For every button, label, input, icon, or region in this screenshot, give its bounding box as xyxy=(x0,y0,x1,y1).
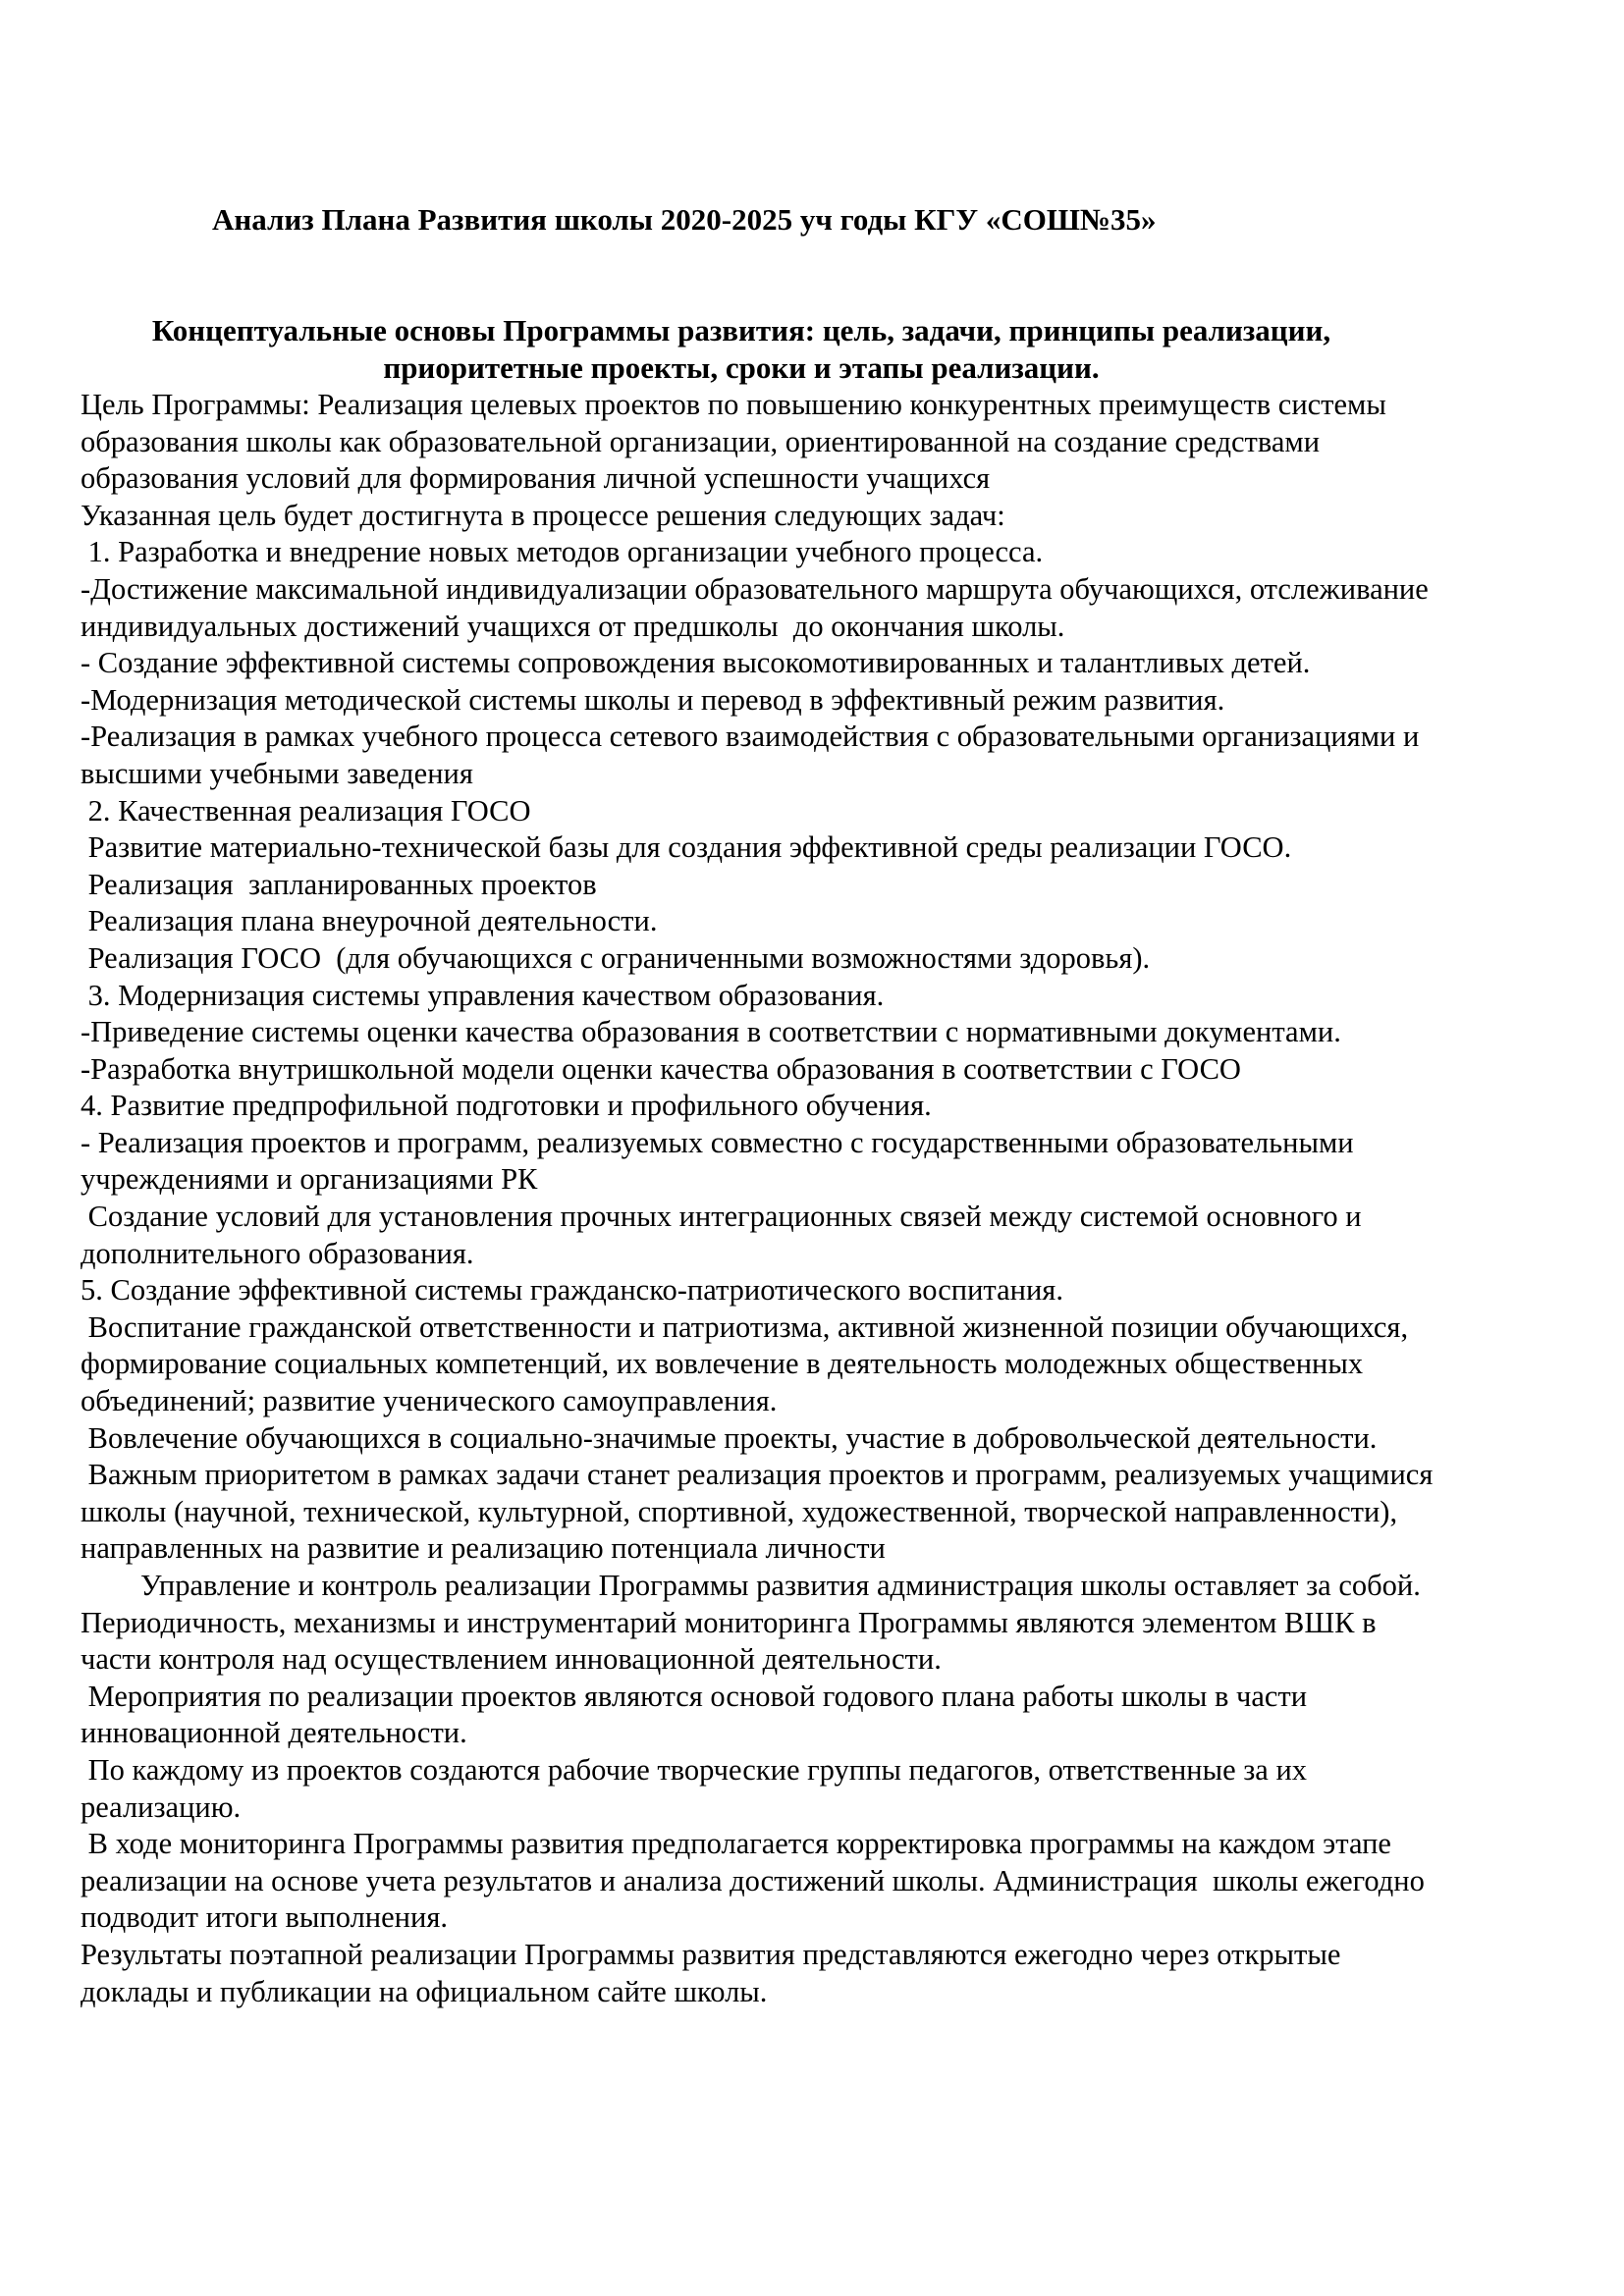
body-text-line: Реализация плана внеурочной деятельности. xyxy=(81,904,658,938)
body-text-line: индивидуальных достижений учащихся от предшколы до окончания школы. xyxy=(81,609,1065,643)
document-body xyxy=(81,387,1593,2010)
body-text-line: По каждому из проектов создаются рабочие творческие группы педагогов, ответственные за их xyxy=(81,1752,1308,1787)
body-text-line: -Разработка внутришкольной модели оценки качества образования в соответствии с ГОСО xyxy=(81,1051,1241,1086)
body-text-line: Реализация запланированных проектов xyxy=(81,867,597,901)
body-text-line: -Достижение максимальной индивидуализации образовательного маршрута обучающихся, отслеживание xyxy=(81,571,1429,606)
body-text-line: Создание условий для установления прочных интеграционных связей между системой основного и xyxy=(81,1200,1362,1234)
document-title: Анализ Плана Развития школы 2020-2025 уч годы КГУ «СОШ№35» xyxy=(212,202,1157,237)
body-text-line: 5. Создание эффективной системы гражданско-патриотического воспитания. xyxy=(81,1273,1063,1308)
body-text-line: Развитие материально-технической базы для создания эффективной среды реализации ГОСО. xyxy=(81,830,1292,865)
body-text-line: 3. Модернизация системы управления качеством образования. xyxy=(81,978,885,1012)
body-text-line: -Модернизация методической системы школы и перевод в эффективный режим развития. xyxy=(81,682,1225,717)
body-text-line: образования школы как образовательной организации, ориентированной на создание средствами xyxy=(81,424,1321,458)
body-text-line: доклады и публикации на официальном сайте школы. xyxy=(81,1974,768,2008)
body-text-line: -Приведение системы оценки качества образования в соответствии с нормативными документами. xyxy=(81,1015,1341,1049)
section-heading-line: Концептуальные основы Программы развития: цель, задачи, принципы реализации, xyxy=(151,313,1331,347)
section-heading xyxy=(98,312,1384,387)
body-text-line: Воспитание гражданской ответственности и патриотизма, активной жизненной позиции обучающихся, xyxy=(81,1309,1409,1344)
body-text-line: 1. Разработка и внедрение новых методов организации учебного процесса. xyxy=(81,535,1044,569)
section-heading-line: приоритетные проекты, сроки и этапы реализации. xyxy=(383,350,1100,385)
body-text-line: Мероприятия по реализации проектов являются основой годового плана работы школы в части xyxy=(81,1679,1308,1713)
body-text-line: высшими учебными заведения xyxy=(81,756,473,790)
body-text-line: Управление и контроль реализации Программы развития администрация школы оставляет за собой. xyxy=(81,1569,1421,1602)
body-text-line: учреждениями и организациями РК xyxy=(81,1162,538,1197)
body-text-line: реализацию. xyxy=(81,1789,242,1824)
body-text-line: Указанная цель будет достигнута в процессе решения следующих задач: xyxy=(81,498,1005,532)
body-text-line: Важным приоритетом в рамках задачи станет реализация проектов и программ, реализуемых учащимися xyxy=(81,1458,1434,1492)
body-text-line: части контроля над осуществлением инновационной деятельности. xyxy=(81,1642,942,1677)
body-text-line: подводит итоги выполнения. xyxy=(81,1900,448,1935)
body-text-line: формирование социальных компетенций, их вовлечение в деятельность молодежных общественных xyxy=(81,1347,1364,1381)
body-text-line: 4. Развитие предпрофильной подготовки и профильного обучения. xyxy=(81,1089,932,1123)
body-text-line: Реализация ГОСО (для обучающихся с ограниченными возможностями здоровья). xyxy=(81,940,1151,975)
body-text-line: Периодичность, механизмы и инструментарий мониторинга Программы являются элементом ВШК в xyxy=(81,1605,1377,1639)
body-text-line: Вовлечение обучающихся в социально-значимые проекты, участие в добровольческой деятельности. xyxy=(81,1420,1378,1455)
body-text-line: 2. Качественная реализация ГОСО xyxy=(81,793,531,828)
body-text-line: -Реализация в рамках учебного процесса сетевого взаимодействия с образовательными организациями и xyxy=(81,720,1420,754)
body-text-line: направленных на развитие и реализацию потенциала личности xyxy=(81,1531,886,1566)
body-text-line: реализации на основе учета результатов и анализа достижений школы. Администрация школы ежегодно xyxy=(81,1863,1425,1897)
body-text-line: Результаты поэтапной реализации Программы развития представляются ежегодно через открытые xyxy=(81,1937,1341,1971)
body-text-line: образования условий для формирования личной успешности учащихся xyxy=(81,461,991,496)
body-text-line: дополнительного образования. xyxy=(81,1236,474,1270)
body-text-line: Цель Программы: Реализация целевых проектов по повышению конкурентных преимуществ системы xyxy=(81,388,1386,421)
body-text-line: школы (научной, технической, культурной, спортивной, художественной, творческой направленности), xyxy=(81,1494,1398,1528)
body-text-line: - Реализация проектов и программ, реализуемых совместно с государственными образовательными xyxy=(81,1125,1354,1159)
body-text-line: В ходе мониторинга Программы развития предполагается корректировка программы на каждом этапе xyxy=(81,1827,1391,1861)
body-text-line: объединений; развитие ученического самоуправления. xyxy=(81,1384,778,1418)
body-text-line: инновационной деятельности. xyxy=(81,1716,467,1750)
body-text-line: - Создание эффективной системы сопровождения высокомотивированных и талантливых детей. xyxy=(81,646,1311,680)
